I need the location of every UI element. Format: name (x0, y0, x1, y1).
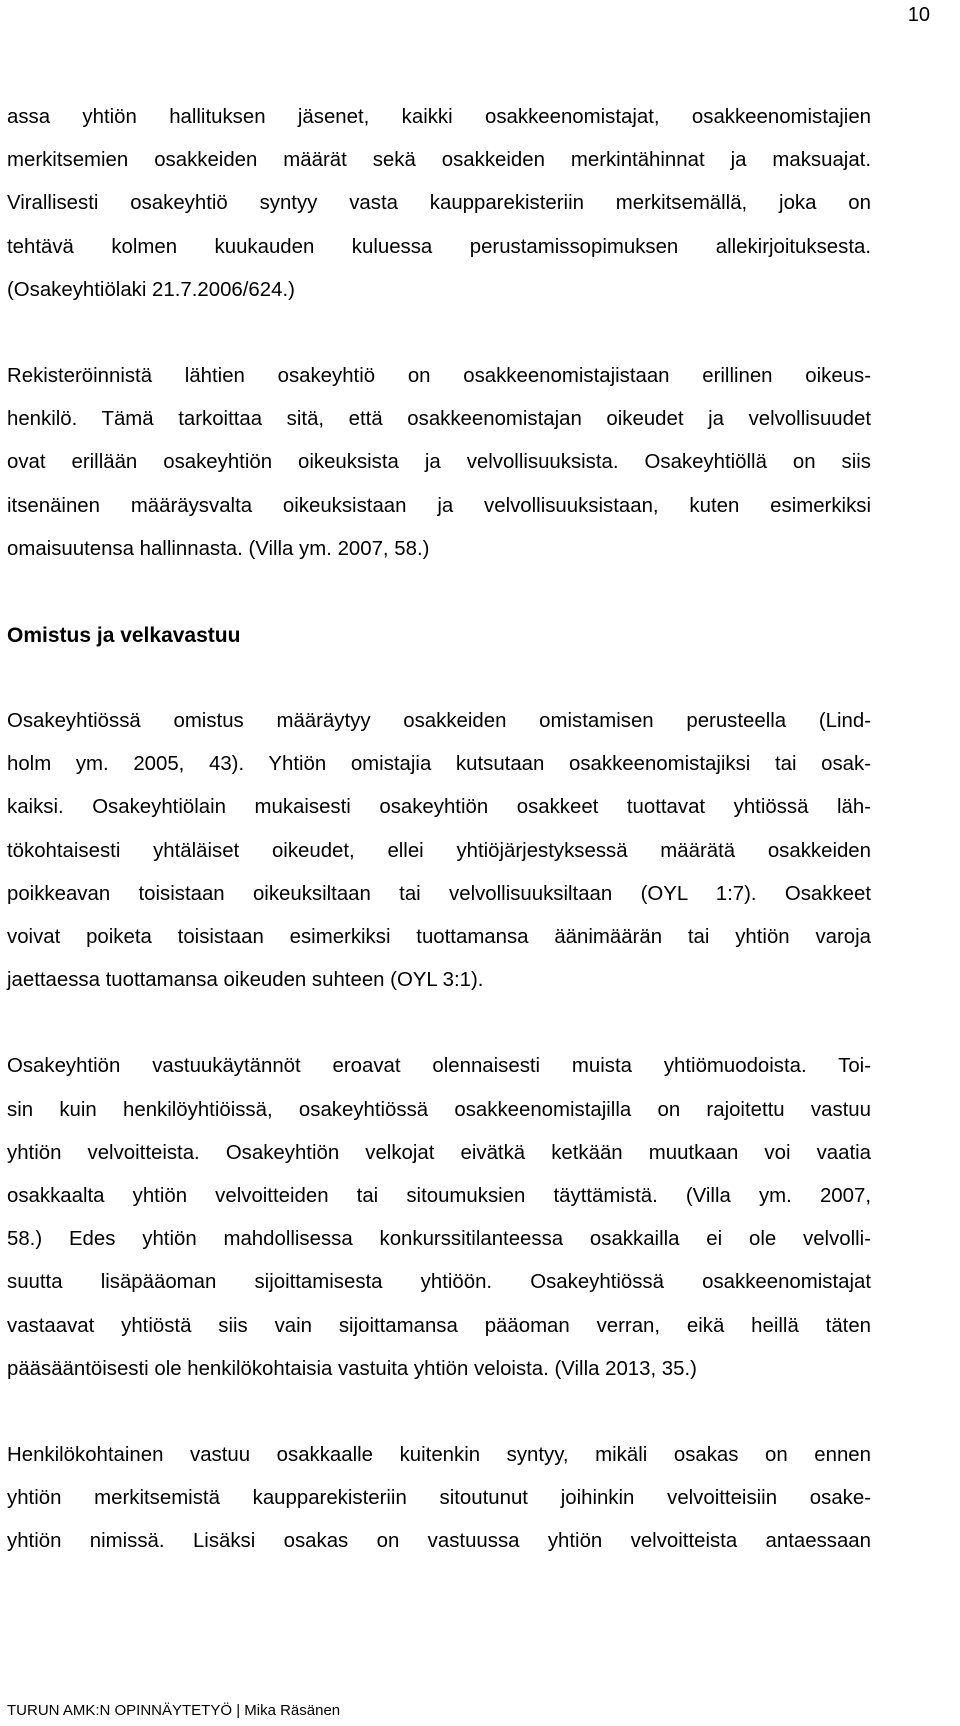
text-line: henkilö. Tämä tarkoittaa sitä, että osakkeenomistajan oikeudet ja velvollisuudet (7, 408, 871, 431)
text-line: Osakeyhtiön vastuukäytännöt eroavat olennaisesti muista yhtiömuodoista. Toi- (7, 1055, 871, 1078)
text-line: yhtiön velvoitteista. Osakeyhtiön velkojat eivätkä ketkään muutkaan voi vaatia (7, 1141, 871, 1164)
text-line: ovat erillään osakeyhtiön oikeuksista ja velvollisuuksista. Osakeyhtiöllä on siis (7, 451, 871, 474)
text-line: tehtävä kolmen kuukauden kuluessa perustamissopimuksen allekirjoituksesta. (7, 235, 871, 258)
paragraph-gap (7, 571, 871, 614)
text-line: pääsääntöisesti ole henkilökohtaisia vastuita yhtiön veloista. (Villa 2013, 35.) (7, 1357, 697, 1380)
text-line: tökohtaisesti yhtäläiset oikeudet, ellei yhtiöjärjestyksessä määrätä osakkeiden (7, 839, 871, 862)
text-line: Henkilökohtainen vastuu osakkaalle kuitenkin syntyy, mikäli osakas on ennen (7, 1443, 871, 1466)
paragraph-gap (7, 657, 871, 700)
text-line: sin kuin henkilöyhtiöissä, osakeyhtiössä osakkeenomistajilla on rajoitettu vastuu (7, 1098, 871, 1121)
section-heading: Omistus ja velkavastuu (7, 623, 241, 647)
text-line: kaiksi. Osakeyhtiölain mukaisesti osakeyhtiön osakkeet tuottavat yhtiössä läh- (7, 796, 871, 819)
paragraph (7, 96, 871, 312)
text-line: poikkeavan toisistaan oikeuksiltaan tai velvollisuuksiltaan (OYL 1:7). Osakkeet (7, 882, 871, 905)
paragraph (7, 1045, 871, 1391)
text-line: osakkaalta yhtiön velvoitteiden tai sitoumuksien täyttämistä. (Villa ym. 2007, (7, 1184, 871, 1207)
paragraph-gap (7, 1391, 871, 1434)
text-line: assa yhtiön hallituksen jäsenet, kaikki osakkeenomistajat, osakkeenomistajien (7, 106, 871, 128)
text-line: jaettaessa tuottamansa oikeuden suhteen (OYL 3:1). (7, 969, 484, 992)
paragraph (7, 700, 871, 1002)
text-line: itsenäinen määräysvalta oikeuksistaan ja velvollisuuksistaan, kuten esimerkiksi (7, 494, 871, 517)
text-line: voivat poiketa toisistaan esimerkiksi tuottamansa äänimäärän tai yhtiön varoja (7, 926, 871, 948)
text-line: Osakeyhtiössä omistus määräytyy osakkeiden omistamisen perusteella (Lind- (7, 710, 871, 733)
text-line: suutta lisäpääoman sijoittamisesta yhtiöön. Osakeyhtiössä osakkeenomistajat (7, 1271, 871, 1294)
paragraph (7, 355, 871, 571)
text-line: yhtiön merkitsemistä kaupparekisteriin sitoutunut joihinkin velvoitteisiin osake- (7, 1487, 871, 1510)
page-number: 10 (907, 4, 930, 26)
text-line: Virallisesti osakeyhtiö syntyy vasta kaupparekisteriin merkitsemällä, joka on (7, 192, 871, 215)
page-footer: TURUN AMK:N OPINNÄYTETYÖ | Mika Räsänen (7, 1702, 341, 1719)
text-line: 58.) Edes yhtiön mahdollisessa konkurssitilanteessa osakkailla ei ole velvolli- (7, 1228, 871, 1251)
text-line: merkitsemien osakkeiden määrät sekä osakkeiden merkintähinnat ja maksuajat. (7, 149, 871, 172)
paragraph-gap (7, 312, 871, 355)
document-body (7, 96, 871, 1563)
paragraph (7, 1434, 871, 1564)
text-line: holm ym. 2005, 43). Yhtiön omistajia kutsutaan osakkeenomistajiksi tai osak- (7, 753, 871, 776)
text-line: omaisuutensa hallinnasta. (Villa ym. 2007, 58.) (7, 537, 430, 560)
text-line: Rekisteröinnistä lähtien osakeyhtiö on osakkeenomistajistaan erillinen oikeus- (7, 364, 871, 387)
paragraph-gap (7, 1002, 871, 1045)
text-line: yhtiön nimissä. Lisäksi osakas on vastuussa yhtiön velvoitteista antaessaan (7, 1530, 871, 1553)
text-line: (Osakeyhtiölaki 21.7.2006/624.) (7, 278, 295, 301)
text-line: vastaavat yhtiöstä siis vain sijoittamansa pääoman verran, eikä heillä täten (7, 1314, 871, 1337)
